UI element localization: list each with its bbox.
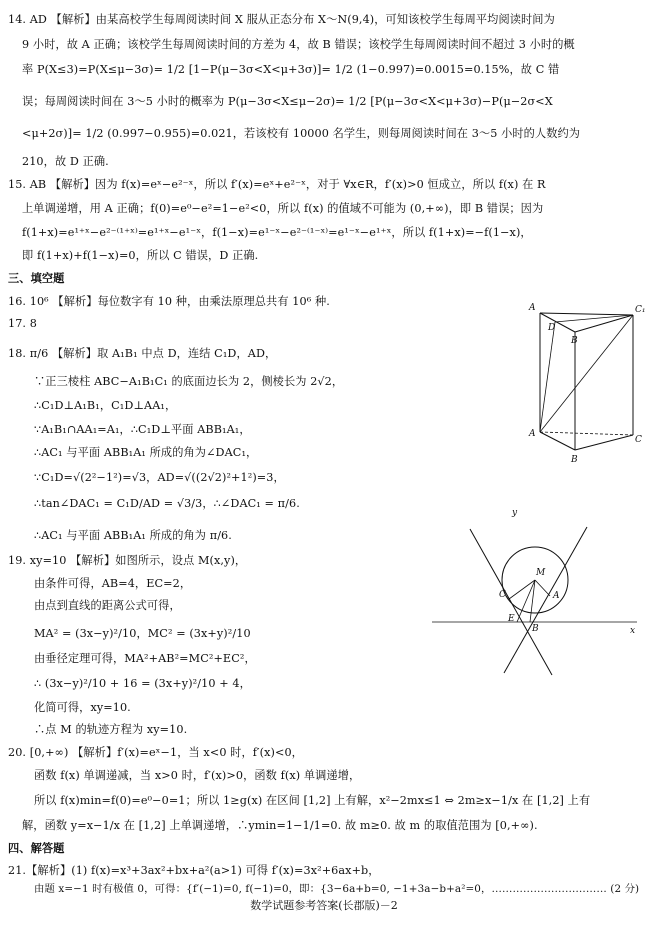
text-line: ∵正三棱柱 ABC−A₁B₁C₁ 的底面边长为 2，侧棱长为 2√2，: [34, 375, 344, 388]
text-line: 所以 f(x)min=f(0)=e⁰−0=1；所以 1≥g(x) 在区间 [1,2] 上有解，x²−2mx≤1 ⇔ 2m≥x−1/x 在 [1,2] 上有: [34, 794, 591, 807]
edge: [575, 435, 633, 450]
text-line: MA² = (3x−y)²/10，MC² = (3x+y)²/10: [34, 627, 251, 640]
label: B: [571, 336, 578, 346]
circle-lines-figure: [432, 505, 642, 680]
text-line: 21.【解析】(1) f(x)=x³+3ax²+bx+a²(a>1) 可得 f′(x)=3x²+6ax+b，: [8, 864, 380, 877]
point-label: C: [499, 590, 506, 600]
edge: [540, 313, 633, 315]
prism-figure: [515, 300, 646, 470]
text-line: 解，函数 y=x−1/x 在 [1,2] 上单调递增，∴ymin=1−1/1=0. 故 m≥0. 故 m 的取值范围为 [0,+∞).: [22, 819, 538, 832]
segment: [535, 580, 550, 596]
text-line: 函数 f(x) 单调递减，当 x>0 时，f′(x)>0，函数 f(x) 单调递增，: [34, 769, 361, 782]
label: C: [635, 435, 642, 445]
edge: [540, 313, 575, 332]
section-heading: 三、填空题: [8, 272, 65, 285]
point-label: A: [553, 591, 560, 601]
text-line: 16. 10⁶ 【解析】每位数字有 10 种，由乘法原理总共有 10⁶ 种.: [8, 295, 330, 308]
text-line: ∵C₁D=√(2²−1²)=√3，AD=√((2√2)²+1²)=3，: [34, 471, 285, 484]
text-line: 由题 x=−1 时有极值 0，可得：{f′(−1)=0, f(−1)=0，即：{3−6a+b=0, −1+3a−b+a²=0，…………………………… (2 分): [34, 883, 640, 895]
text-line: 15. AB 【解析】因为 f(x)=eˣ−e²⁻ˣ，所以 f′(x)=eˣ+e²⁻ˣ，对于 ∀x∈R，f′(x)>0 恒成立，所以 f(x) 在 R: [8, 178, 546, 191]
text-line: ∵A₁B₁∩AA₁=A₁，∴C₁D⊥平面 ABB₁A₁，: [34, 423, 251, 436]
text-line: ∴点 M 的轨迹方程为 xy=10.: [34, 723, 188, 736]
text-line: ∴C₁D⊥A₁B₁，C₁D⊥AA₁，: [34, 399, 177, 412]
text-line: ∴ (3x−y)²/10 + 16 = (3x+y)²/10 + 4，: [34, 677, 251, 690]
text-line: 210，故 D 正确.: [22, 155, 109, 168]
point-label: E: [508, 614, 515, 624]
point-label: B: [532, 624, 539, 634]
edge: [540, 432, 575, 450]
text-line: <μ+2σ)]= 1/2 (0.997−0.955)=0.021，若该校有 10000 名学生，则每周阅读时间在 3～5 小时的人数约为: [22, 127, 581, 140]
point-label: M: [536, 568, 546, 578]
label: D: [548, 323, 556, 333]
text-line: ∴tan∠DAC₁ = C₁D/AD = √3/3，∴∠DAC₁ = π/6.: [34, 497, 300, 510]
text-line: 18. π/6 【解析】取 A₁B₁ 中点 D，连结 C₁D，AD，: [8, 347, 277, 360]
text-line: 由点到直线的距离公式可得，: [34, 599, 181, 612]
section-heading: 四、解答题: [8, 842, 65, 855]
page-footer: 数学试题参考答案(长郡版)－2: [250, 899, 398, 912]
text-line: 9 小时，故 A 正确；该校学生每周阅读时间的方差为 4，故 B 错误；该校学生每周阅读时间不超过 3 小时的概: [22, 38, 575, 51]
text-line: 误；每周阅读时间在 3～5 小时的概率为 P(μ−3σ<X≤μ−2σ)= 1/2 [P(μ−3σ<X<μ+3σ)−P(μ−2σ<X: [22, 95, 553, 108]
text-line: 率 P(X≤3)=P(X≤μ−3σ)= 1/2 [1−P(μ−3σ<X<μ+3σ)]= 1/2 (1−0.997)=0.0015=0.15%，故 C 错: [22, 63, 560, 76]
text-line: ∴AC₁ 与平面 ABB₁A₁ 所成的角为∠DAC₁，: [34, 446, 258, 459]
text-line: 由垂径定理可得，MA²+AB²=MC²+EC²，: [34, 652, 256, 665]
text-line: f(1+x)=e¹⁺ˣ−e²⁻⁽¹⁺ˣ⁾=e¹⁺ˣ−e¹⁻ˣ，f(1−x)=e¹⁻ˣ−e²⁻⁽¹⁻ˣ⁾=e¹⁻ˣ−e¹⁺ˣ，所以 f(1+x)=−f(1−x)，: [22, 226, 532, 239]
text-line: 17. 8: [8, 317, 37, 330]
hidden-edge: [540, 432, 633, 435]
text-line: 20. [0,+∞) 【解析】f′(x)=eˣ−1，当 x<0 时，f′(x)<0，: [8, 746, 303, 759]
text-line: 19. xy=10 【解析】如图所示，设点 M(x,y)，: [8, 554, 247, 567]
text-line: 即 f(1+x)+f(1−x)=0，所以 C 错误，D 正确.: [22, 249, 259, 262]
axis-label: x: [630, 626, 636, 636]
axis-label: y: [512, 508, 518, 518]
text-line: 14. AD 【解析】由某高校学生每周阅读时间 X 服从正态分布 X～N(9,4)，可知该校学生每周平均阅读时间为: [8, 13, 555, 26]
text-line: 由条件可得，AB=4，EC=2，: [34, 577, 192, 590]
text-line: ∴AC₁ 与平面 ABB₁A₁ 所成的角为 π/6.: [34, 529, 232, 542]
label: A: [529, 429, 536, 439]
label: C₁: [635, 305, 646, 315]
label: B: [571, 455, 578, 465]
text-line: 上单调递增，用 A 正确；f(0)=e⁰−e²=1−e²<0，所以 f(x) 的值域不可能为 (0,+∞)，即 B 错误；因为: [22, 202, 544, 215]
text-line: 化简可得，xy=10.: [34, 701, 131, 714]
label: A: [529, 303, 536, 313]
